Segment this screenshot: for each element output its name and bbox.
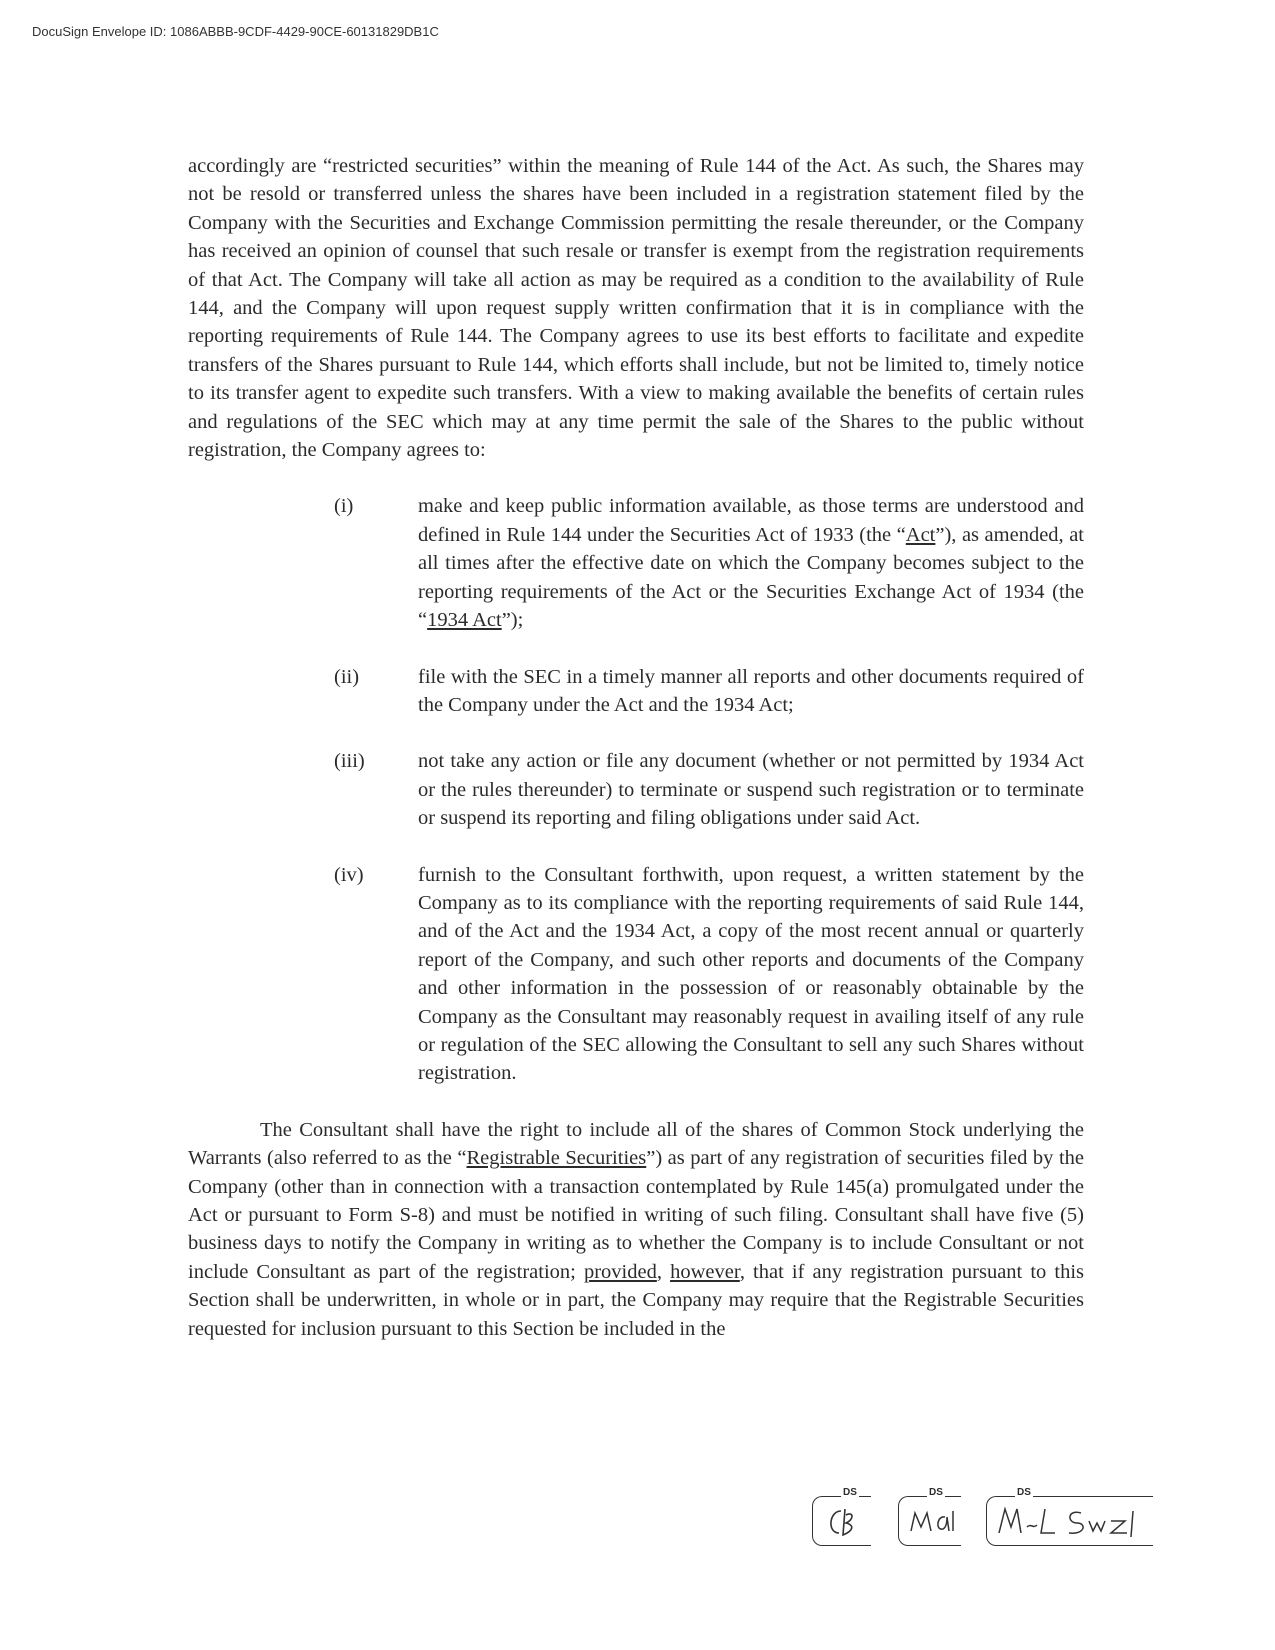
initials-box-2 (898, 1487, 961, 1546)
signature-m-l-swarz (993, 1501, 1149, 1545)
item-text: not take any action or file any document (whether or not permitted by 1934 Act or the rules thereunder) to terminate or suspend such registration or to terminate or suspend its reporting and filing obligations under said Act. (418, 750, 1084, 830)
item-number: (iii) (334, 750, 365, 773)
initials-signature-cb (819, 1501, 867, 1541)
ds-tag: DS (1017, 1487, 1031, 1498)
initials-signature-ma (905, 1501, 959, 1541)
item-text: make and keep public information available, as those terms are understood and defined in Rule 144 under the Securities Act of 1933 (the “Act”), as amended, at all times after the effective date on which the Company becomes subject to the reporting requirements of the Act or the Securities Exchange Act of 1934 (the “1934 Act”); (418, 495, 1084, 632)
item-text: furnish to the Consultant forthwith, upon request, a written statement by the Company as to its compliance with the reporting requirements of said Rule 144, and of the Act and the 1934 Act, a copy of the most recent annual or quarterly report of the Company, and such other reports and documents of the Company and other information in the possession of or reasonably obtainable by the Company as the Consultant may reasonably request in availing itself of any rule or regulation of the SEC allowing the Consultant to sell any such Shares without registration. (418, 863, 1084, 1085)
ds-tag: DS (843, 1487, 857, 1498)
paragraph-restricted-securities: accordingly are “restricted securities” within the meaning of Rule 144 of the Act. As such, the Shares may not be resold or transferred unless the shares have been included in a registration statement filed by the Company with the Securities and Exchange Commission permitting the resale thereunder, or the Company has received an opinion of counsel that such resale or transfer is exempt from the registration requirements of that Act. The Company will take all action as may be required as a condition to the availability of Rule 144, and the Company will upon request supply written confirmation that it is in compliance with the reporting requirements of Rule 144. The Company agrees to use its best efforts to facilitate and expedite transfers of the Shares pursuant to Rule 144, which efforts shall include, but not be limited to, timely notice to its transfer agent to expedite such transfers. With a view to making available the benefits of certain rules and regulations of the SEC which may at any time permit the sale of the Shares to the public without registration, the Company agrees to: (188, 155, 1084, 462)
list-item (188, 861, 1084, 1088)
item-text: file with the SEC in a timely manner all reports and other documents required of the Company under the Act and the 1934 Act; (418, 665, 1084, 716)
paragraph-registration-rights: The Consultant shall have the right to include all of the shares of Common Stock underlying the Warrants (also referred to as the “Registrable Securities”) as part of any registration of securities filed by the Company (other than in connection with a transaction contemplated by Rule 145(a) promulgated under the Act or pursuant to Form S-8) and must be notified in writing of such filing. Consultant shall have five (5) business days to notify the Company in writing as to whether the Company is to include Consultant or not include Consultant as part of the registration; provided, however, that if any registration pursuant to this Section shall be underwritten, in whole or in part, the Company may require that the Registrable Securities requested for inclusion pursuant to this Section be included in the (188, 1118, 1084, 1340)
initials-box-3 (986, 1487, 1153, 1546)
item-number: (iv) (334, 863, 364, 886)
list-item (188, 663, 1084, 720)
ds-tag: DS (929, 1487, 943, 1498)
initials-box-1 (812, 1487, 871, 1546)
item-number: (ii) (334, 665, 360, 688)
document-body (188, 152, 1084, 1343)
list-item (188, 747, 1084, 832)
list-item (188, 492, 1084, 634)
initials-area (0, 1488, 1275, 1568)
docusign-envelope-id: DocuSign Envelope ID: 1086ABBB-9CDF-4429-90CE-60131829DB1C (32, 24, 439, 39)
item-number: (i) (334, 495, 354, 518)
obligations-list (188, 492, 1084, 1087)
